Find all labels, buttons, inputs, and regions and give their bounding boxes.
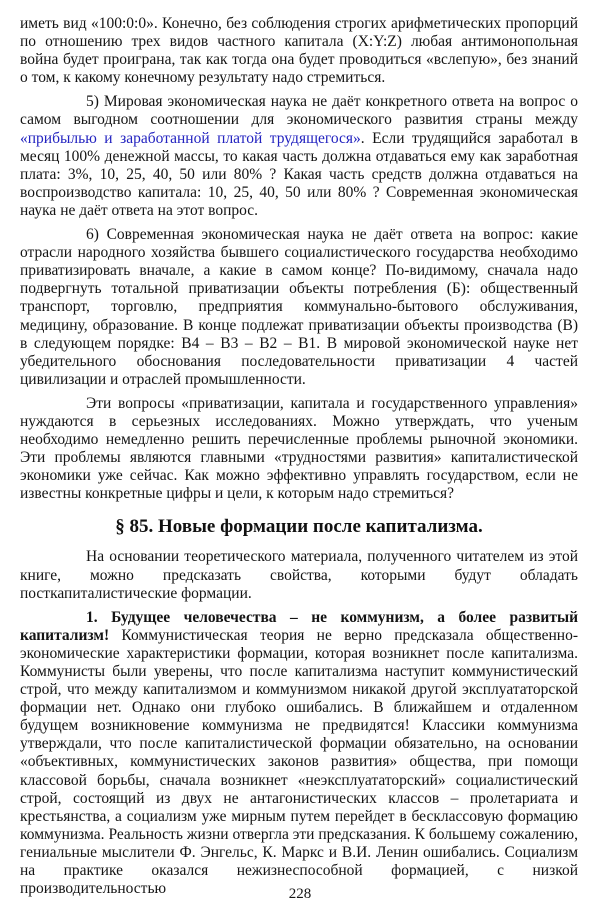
highlighted-phrase: «прибылью и заработанной платой трудящегося»	[20, 129, 361, 147]
paragraph-item-6: 6) Современная экономическая наука не даёт ответа на вопрос: какие отрасли народного хозяйства бывшего социалистического государства необходимо приватизировать вначале, а какие в самом конце? По-видимому, сначала надо подвергнуть тотальной приватизации объекты потребления (Б): общественный транспорт, торговлю, предприятия коммунально-бытового обслуживания, медицину, образование. В конце подлежат приватизации объекты производства (В) в следующем порядке: В4 – В3 – В2 – В1. В мировой экономической науке нет убедительного обоснования последовательности приватизации 4 частей цивилизации и отраслей промышленности.	[20, 226, 578, 388]
paragraph-item-5	[20, 93, 578, 220]
paragraph-text: 5) Мировая экономическая наука не даёт конкретного ответа на вопрос о самом выгодном соотношении для экономического развития страны между	[20, 93, 578, 129]
paragraph-continuation: иметь вид «100:0:0». Конечно, без соблюдения строгих арифметических пропорций по отношению трех видов частного капитала (X:Y:Z) любая антимонопольная война будет проиграна, так как тогда она будет проводиться «вслепую», без знаний о том, к какому конечному результату надо стремиться.	[20, 15, 578, 87]
paragraph-intro: На основании теоретического материала, полученного читателем из этой книге, можно предсказать свойства, которыми будут обладать посткапиталистические формации.	[20, 548, 578, 602]
section-heading: § 85. Новые формации после капитализма.	[115, 516, 483, 538]
paragraph-questions: Эти вопросы «приватизации, капитала и государственного управления» нуждаются в серьезных исследованиях. Можно утверждать, что ученым необходимо немедленно решить перечисленные проблемы рыночной экономики. Эти проблемы являются главными «трудностями развития» капиталистической экономики уже сейчас. Как можно эффективно управлять государством, если не известны конкретные цифры и цели, к которым надо стремиться?	[20, 394, 578, 503]
page-number: 228	[288, 885, 312, 902]
paragraph-item-1-future	[20, 609, 578, 899]
paragraph-text: Коммунистическая теория не верно предсказала общественно-экономические характеристики формации, которая возникнет после капитализма. Коммунисты были уверены, что после капитализма наступит коммунистический строй, что между капитализмом и коммунизмом никакой другой эксплуататорской формации нет. Однако они глубоко ошибались. В ближайшем и отдаленном будущем возникновение коммунизма не предвидятся! Классики коммунизма утверждали, что после капиталистической формации обязательно, на основании «объективных, коммунистических законов развития» общества, при помощи классовой борьбы, сначала возникнет «неэксплуататорский» социалистический строй, состоящий из двух не антагонистических классов – пролетариата и крестьянства, а социализм уже мирным путем перейдет в бесклассовую формацию коммунизма. Реальность жизни отвергла эти предсказания. К большему сожалению, гениальные мыслители Ф. Энгельс, К. Маркс и В.И. Ленин ошибались. Социализм на практике оказался нежизнеспособной формацией, с низкой производительностью	[20, 626, 578, 898]
paragraph-text: . Если трудящийся заработал в месяц 100% денежной массы, то какая часть должна отдаваться ему как заработная плата: 3%, 10, 25, 40, 50 или 80% ? Какая часть средств должна отдаваться на воспроизводство капитала: 10, 25, 40, 50 или 80% ? Современная экономическая наука не даёт ответа на этот вопрос.	[20, 129, 578, 219]
paragraph-lead-bold: 1. Будущее человечества – не коммунизм, а более развитый капитализм!	[20, 608, 578, 644]
